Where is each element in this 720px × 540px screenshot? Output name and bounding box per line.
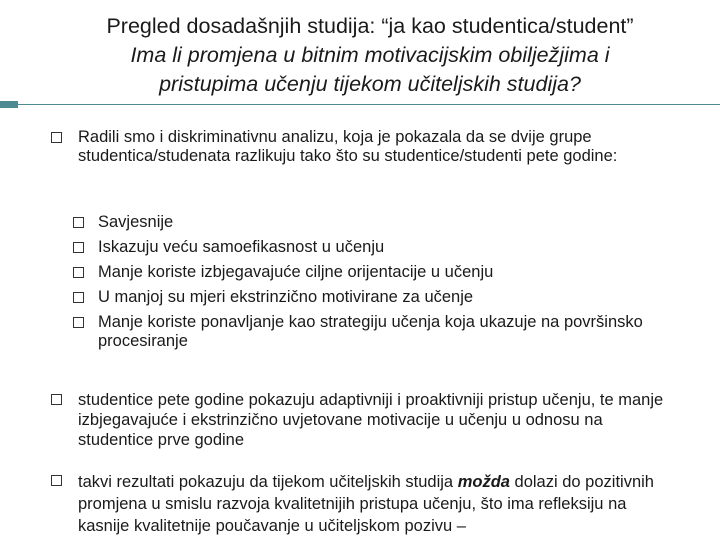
title-line-1: Pregled dosadašnjih studija: “ja kao studentica/student”: [106, 14, 634, 38]
square-bullet-icon: [51, 132, 62, 143]
sub-bullet-item: [73, 313, 673, 351]
sub-bullet-item: [73, 263, 673, 282]
sub-bullet-item: [73, 238, 673, 257]
bullet-text-start: takvi rezultati pokazuju da tijekom učiteljskih studija: [78, 473, 458, 491]
sub-bullet-text: Manje koriste izbjegavajuće ciljne orijentacije u učenju: [98, 263, 494, 281]
square-bullet-icon: [73, 292, 84, 303]
sub-bullet-text: Manje koriste ponavljanje kao strategiju učenja koja ukazuje na površinsko procesiranje: [98, 313, 643, 350]
square-bullet-icon: [51, 475, 62, 486]
title-line-3: pristupima učenju tijekom učiteljskih studija?: [159, 72, 581, 96]
square-bullet-icon: [73, 242, 84, 253]
sub-bullet-text: U manjoj su mjeri ekstrinzično motivirane za učenje: [98, 288, 474, 306]
sub-bullet-item: [73, 213, 673, 232]
bullet-text-end: dolazi do pozitivnih promjena u smislu razvoja kvalitetnijih pristupa učenju, što ima refleksiju na kasnije kvalitetnije poučavanje u učiteljskom pozivu –: [78, 473, 654, 535]
bullet-text: Radili smo i diskriminativnu analizu, koja je pokazala da se dvije grupe studentica/studenata razlikuju tako što su studentice/studenti pete godine:: [78, 128, 618, 165]
emphasis-word: možda: [457, 473, 510, 491]
sub-bullet-item: [73, 288, 673, 307]
sub-bullet-text: Savjesnije: [98, 213, 174, 231]
bullet-item-intro: [51, 128, 681, 166]
square-bullet-icon: [51, 394, 62, 405]
title-line-2: Ima li promjena u bitnim motivacijskim obilježjima i: [130, 43, 610, 67]
bullet-item-third: [51, 471, 681, 537]
square-bullet-icon: [73, 267, 84, 278]
square-bullet-icon: [73, 217, 84, 228]
bullet-text: studentice pete godine pokazuju adaptivniji i proaktivniji pristup učenju, te manje izbjegavajuće i ekstrinzično uvjetovane motivacije u učenju u odnosu na studentice prve godine: [78, 391, 664, 449]
square-bullet-icon: [73, 317, 84, 328]
bullet-text: [78, 471, 681, 537]
sub-bullet-text: Iskazuju veću samoefikasnost u učenju: [98, 238, 385, 256]
bullet-item-second: [51, 390, 681, 450]
